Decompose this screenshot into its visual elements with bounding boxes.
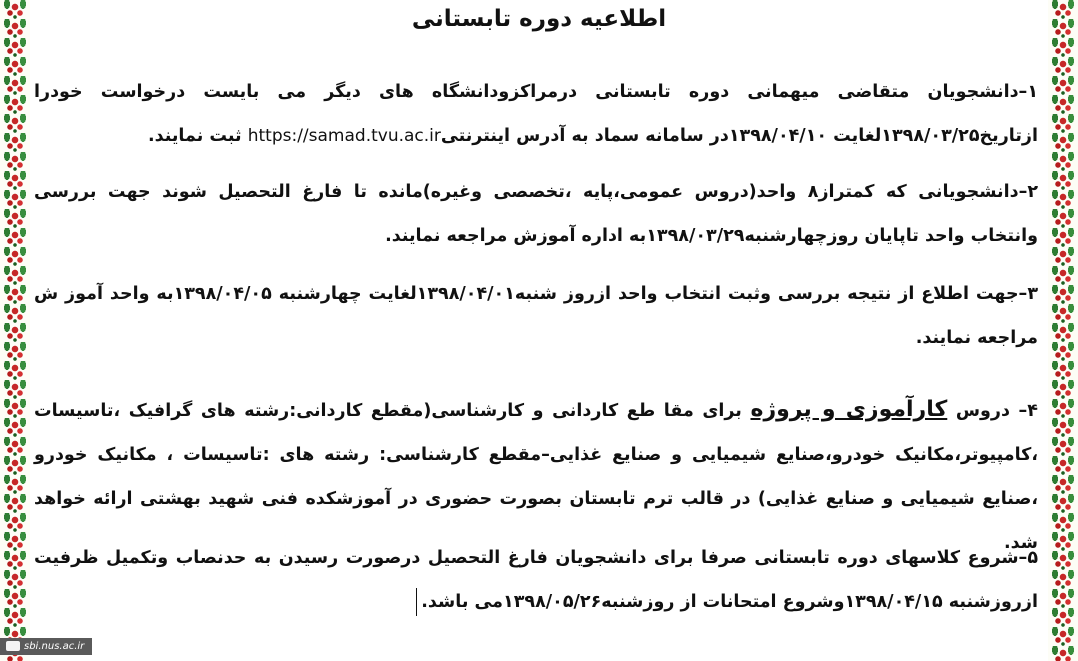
paragraph-4-text: برای مقا طع کاردانی و کارشناسی(مقطع کاردانی:رشته های گرافیک ،تاسیسات ،کامپیوتر،مکانیک خودرو،صنایع شیمیایی و صنایع غذایی–مقطع کارشناسی: رشته های :تاسیسات ، مکانیک خودرو ،صنایع شیمیایی و صنایع غذایی) در قالب ترم تابستان بصورت حضوری در آموزشکده فنی شهید بهشتی ارائه خواهد شد. [34,401,1038,553]
decorative-border-left [0,0,30,661]
paragraph-2: ۲–دانشجویانی که کمتراز۸ واحد(دروس عمومی،پایه ،تخصصی وغیره)مانده تا فارغ التحصیل شوند جهت بررسی وانتخاب واحد تاپایان روزچهارشنبه۱۳۹۸/۰۳/۲۹به اداره آموزش مراجعه نمایند. [34,182,1039,246]
decorative-border-right [1048,0,1078,661]
text-cursor [416,588,417,616]
paragraph-1-tail: ثبت نمایند. [147,126,248,146]
paragraph-1 [34,70,1038,158]
paragraph-4-emphasis: کارآموزی و پروژه [750,397,948,422]
paragraph-3: ۳–جهت اطلاع از نتیجه بررسی وثبت انتخاب واحد ازروز شنبه۱۳۹۸/۰۴/۰۱لغایت چهارشنبه ۱۳۹۸/۰۴/۰۵به واحد آموز ش مراجعه نمایند. [34,284,1038,348]
site-logo-icon [6,641,20,651]
paragraph-5 [34,536,1038,624]
paragraph-4-lead: ۴– دروس [947,401,1038,421]
samad-url-link[interactable]: https://samad.tvu.ac.ir [247,126,441,146]
announcement-page [34,0,1044,661]
page-title: اطلاعیه دوره تابستانی [411,6,667,32]
paragraph-5-text: ۵–شروع کلاسهای دوره تابستانی صرفا برای دانشجویان فارغ التحصیل درصورت رسیدن به حدنصاب وتکمیل ظرفیت ازروزشنبه ۱۳۹۸/۰۴/۱۵وشروع امتحانات از روزشنبه۱۳۹۸/۰۵/۲۶می باشد. [34,548,1038,612]
paragraph-1-text: ۱–دانشجویان متقاضی میهمانی دوره تابستانی درمراکزودانشگاه های دیگر می بایست درخواست خودرا ازتاریخ۱۳۹۸/۰۳/۲۵لغایت ۱۳۹۸/۰۴/۱۰در سامانه سماد به آدرس اینترنتی [34,82,1038,146]
site-credit-text: sbi.nus.ac.ir [24,641,85,652]
site-credit-badge [0,638,92,655]
